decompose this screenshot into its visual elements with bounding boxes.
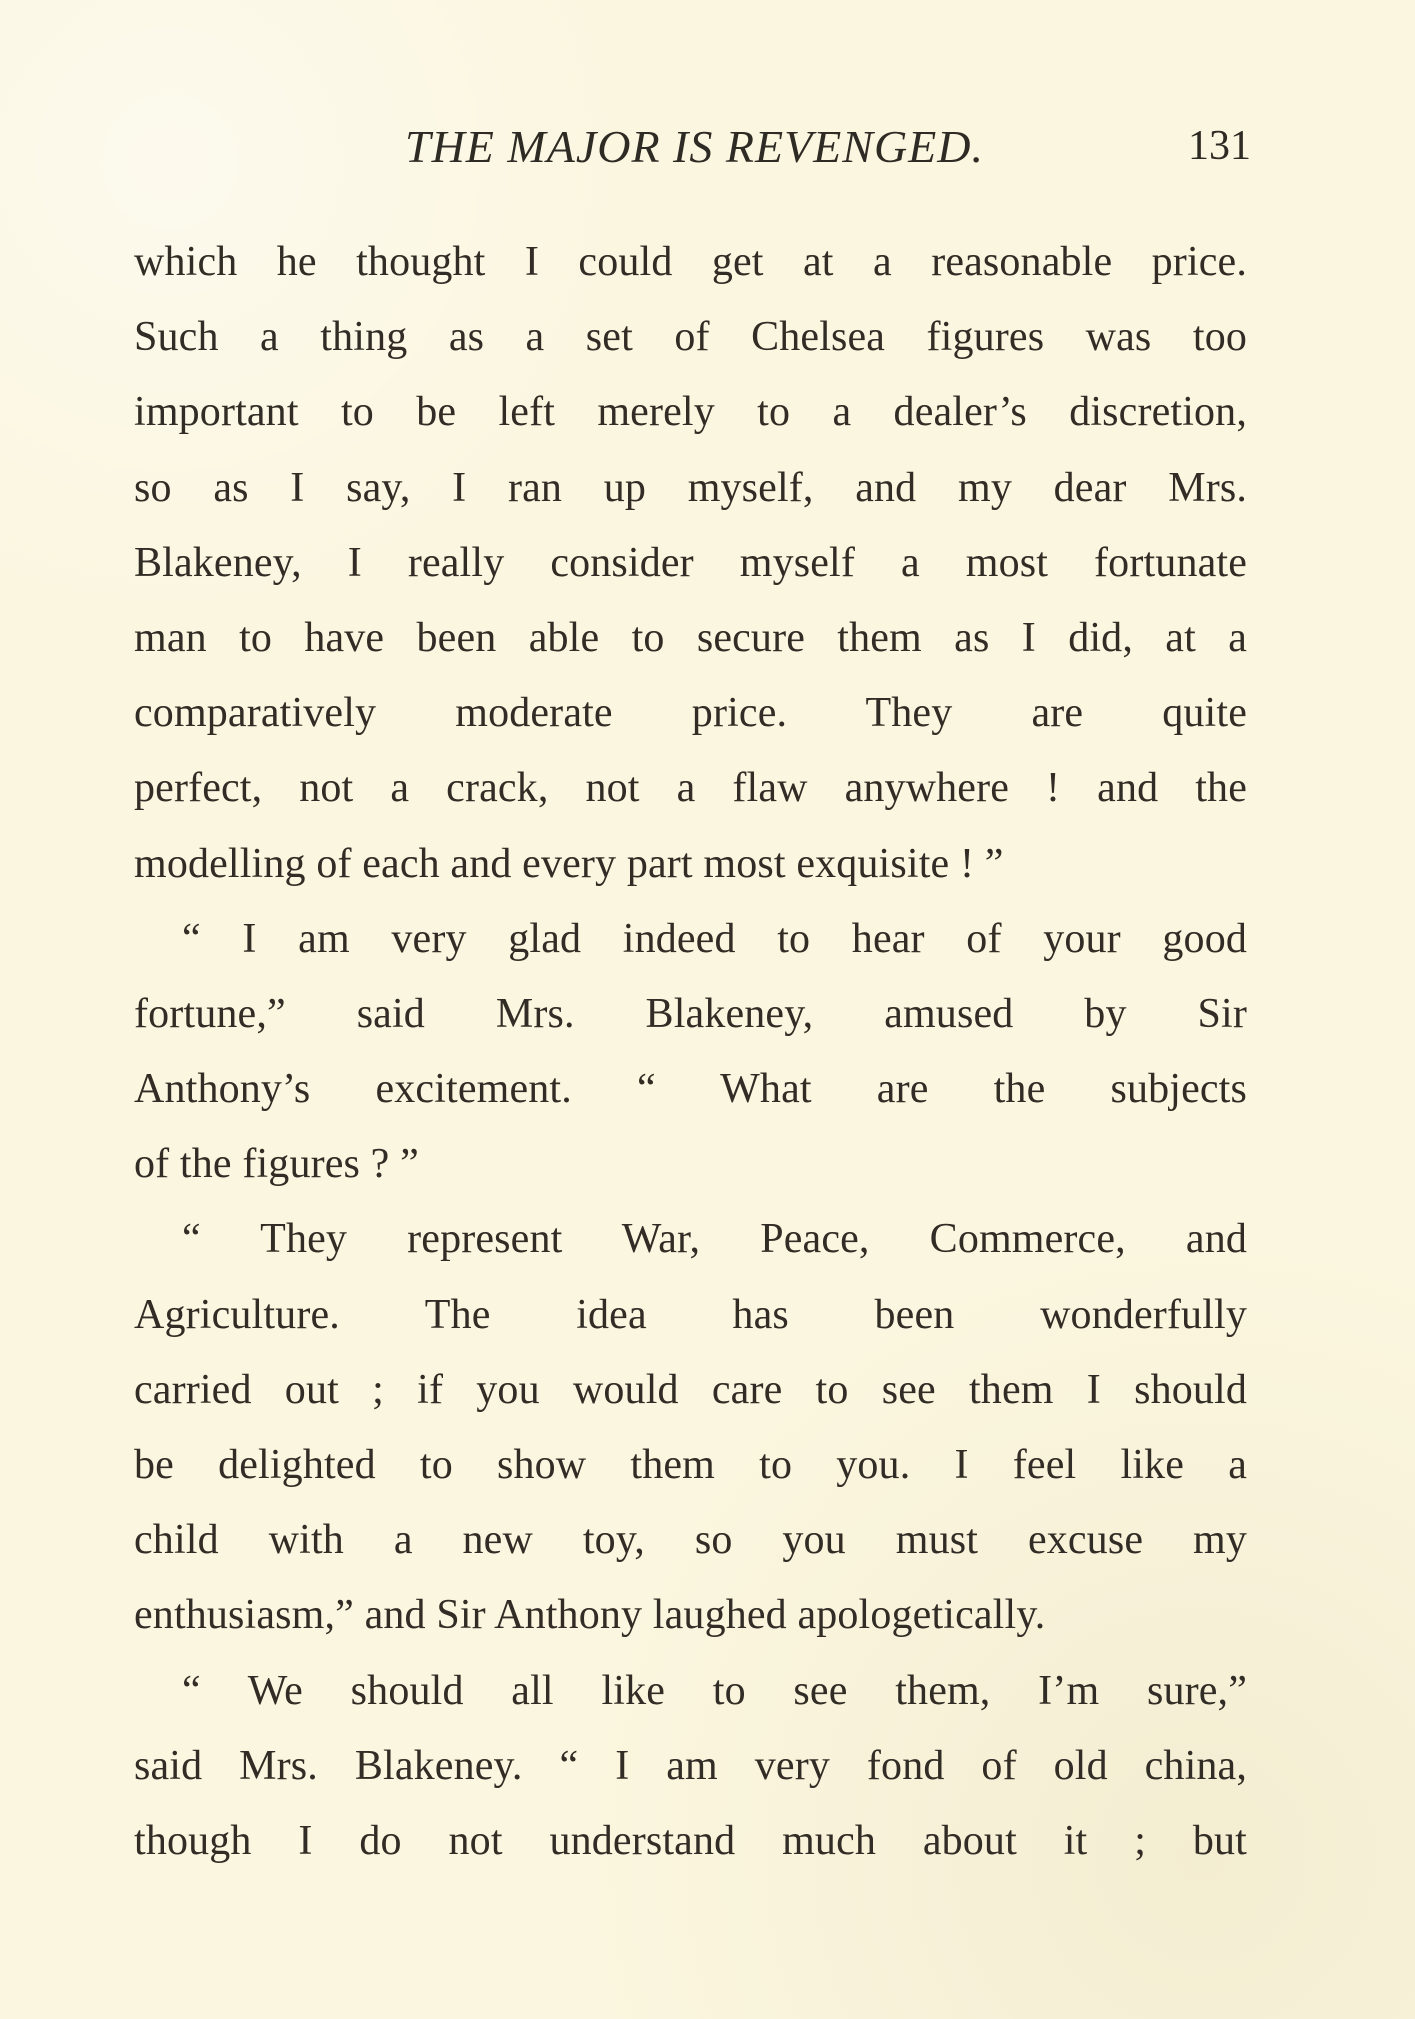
text-line: important to be left merely to a dealer’s discretion, (134, 389, 1247, 436)
running-header (0, 120, 1415, 170)
text-line: Agriculture. The idea has been wonderfully (134, 1291, 1247, 1338)
text-line: “ We should all like to see them, I’m sure,” (182, 1667, 1247, 1714)
text-line: enthusiasm,” and Sir Anthony laughed apologetically. (134, 1592, 1046, 1639)
text-line: fortune,” said Mrs. Blakeney, amused by Sir (134, 990, 1247, 1037)
text-line: carried out ; if you would care to see them I should (134, 1366, 1247, 1413)
text-line: modelling of each and every part most exquisite ! ” (134, 840, 1004, 887)
page-number: 131 (1188, 123, 1251, 169)
text-line: said Mrs. Blakeney. “ I am very fond of old china, (134, 1742, 1247, 1789)
text-line: man to have been able to secure them as I did, at a (134, 614, 1247, 661)
text-line: perfect, not a crack, not a flaw anywhere ! and the (134, 765, 1247, 812)
text-line: Blakeney, I really consider myself a most fortunate (134, 539, 1247, 586)
text-line: though I do not understand much about it ; but (134, 1817, 1247, 1864)
text-line: be delighted to show them to you. I feel like a (134, 1442, 1247, 1488)
text-line: child with a new toy, so you must excuse my (134, 1517, 1247, 1564)
text-line: Anthony’s excitement. “ What are the subjects (134, 1066, 1247, 1113)
text-line: comparatively moderate price. They are quite (134, 690, 1247, 737)
text-line: which he thought I could get at a reasonable price. (134, 239, 1247, 285)
running-title: THE MAJOR IS REVENGED. (405, 121, 984, 172)
body-text (134, 225, 1247, 1879)
text-line: Such a thing as a set of Chelsea figures was too (134, 314, 1247, 361)
text-line: “ They represent War, Peace, Commerce, and (182, 1216, 1247, 1263)
text-line: so as I say, I ran up myself, and my dear Mrs. (134, 464, 1247, 511)
text-line: of the figures ? ” (134, 1141, 419, 1188)
text-line: “ I am very glad indeed to hear of your good (182, 915, 1247, 962)
